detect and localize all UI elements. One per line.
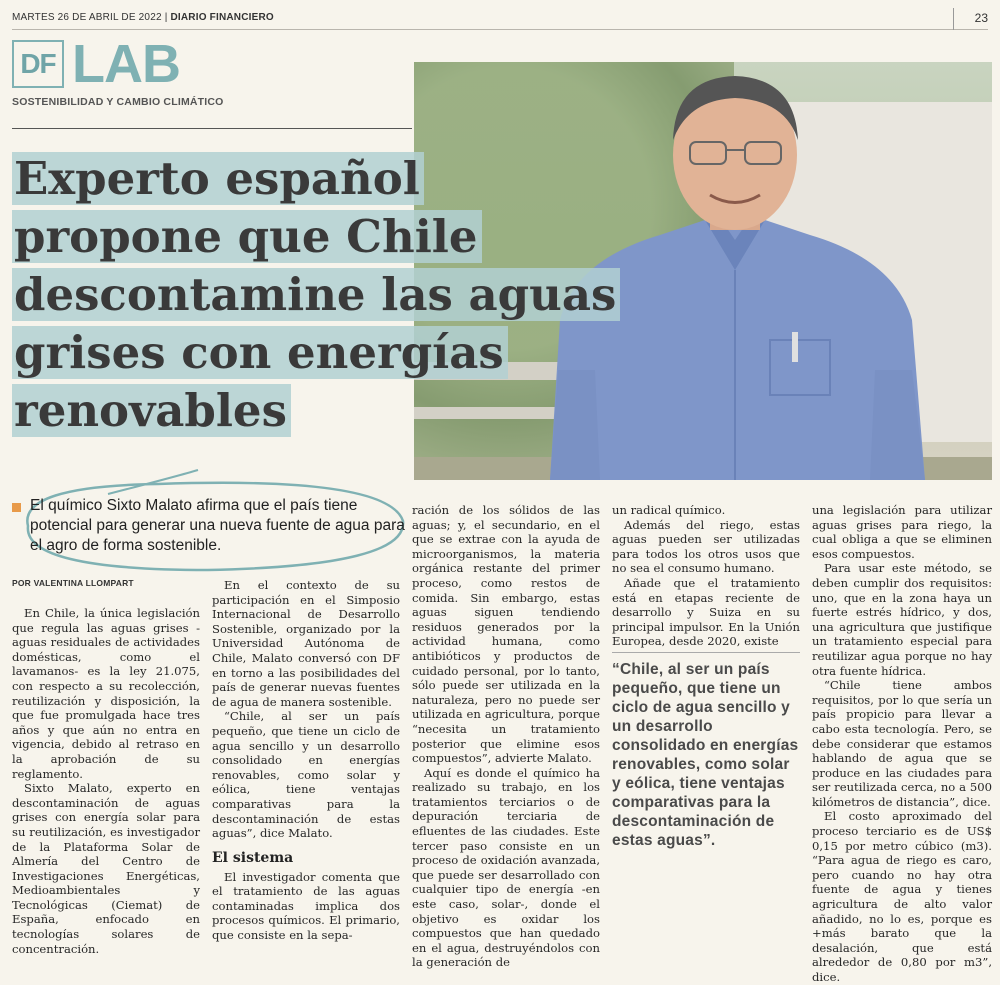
paragraph: En Chile, la única legislación que regula las aguas grises -aguas residuales de actividades domésticas, como el lavamanos- es la ley 21.075, con respecto a su recolección, reutilización y disposición, la que fue promulgada hace tres años y que aún no entra en vigencia, debido al retraso en la aprobación de su reglamento. (12, 606, 200, 781)
paragraph: Añade que el tratamiento está en etapas reciente de desarrollo y Suiza en su principal impulsor. En la Unión Europea, desde 2020, existe (612, 575, 800, 649)
paragraph: Para usar este método, se deben cumplir dos requisitos: uno, que en la zona haya un fuerte estrés hídrico, y dos, una agricultura que justifique un tratamiento especial para reutilizar agua porque no hay otra fuente hídrica. (812, 561, 992, 678)
headline-line: grises con energías (12, 324, 612, 382)
paragraph: “Chile, al ser un país pequeño, que tiene un ciclo de agua sencillo y un desarrollo consolidado en energías renovables, como solar y eólica, tiene ventajas comparativas para la descontaminación de estas aguas”, dice Malato. (212, 709, 400, 841)
paragraph: El costo aproximado del proceso terciario es de US$ 0,15 por metro cúbico (m3). “Para agua de riego es caro, pero cuando no hay otra fuente de agua y tienes agricultura de alto valor añadido, no lo es, porque es +más barato que la desalación, que está alrededor de 0,80 por m3”, dice. (812, 809, 992, 984)
paragraph: un radical químico. (612, 503, 726, 517)
paragraph: Aquí es donde el químico ha realizado su trabajo, en los tratamientos terciarios o de depuración terciaria de efluentes de las ciudades. Este tercer paso consiste en un proceso de oxidación avanzada, que puede ser desarrollado con cualquier tipo de energía -en este caso, solar-, donde el objetivo es oxidar los compuestos que han quedado en el agua, destruyéndolos con la generación de (412, 765, 600, 970)
df-logo: DF (12, 40, 64, 88)
paragraph: Sixto Malato, experto en descontaminación de aguas grises con energía solar para su reutilización, es investigador de la Plataforma Solar de Almería del Centro de Investigaciones Energéticas, Medioambientales y Tecnológicas (Ciemat) de España, enfocado en tecnologías solares de concentración. (12, 781, 200, 956)
lead-bullet (12, 503, 21, 512)
body-column-1 (12, 606, 200, 956)
paragraph: El investigador comenta que el tratamiento de las aguas contaminadas implica dos procesos químicos. El primario, que consiste en la sepa- (212, 869, 400, 943)
body-column-4 (612, 503, 800, 649)
headline-line: descontamine las aguas (12, 266, 612, 324)
headline-line: propone que Chile (12, 208, 612, 266)
byline: POR VALENTINA LLOMPART (12, 578, 134, 588)
paragraph: una legislación para utilizar aguas grises para riego, la cual obliga a que se eliminen esos compuestos. (812, 503, 992, 561)
subheading: El sistema (212, 849, 294, 866)
newspaper-name: DIARIO FINANCIERO (170, 12, 274, 23)
dateline-separator: | (161, 12, 171, 23)
headline-line: renovables (12, 382, 612, 440)
section-brand (12, 34, 224, 110)
page-number: 23 (974, 11, 988, 25)
brand-divider (12, 128, 412, 129)
paragraph: ración de los sólidos de las aguas; y, el secundario, en el que se extrae con la ayuda de microorganismos, la materia orgánica restante del primer proceso, como restos de comida. Sin embargo, estas aguas siguen tendiendo residuos generados por la actividad humana, como antibióticos y productos de cuidado personal, por lo tanto, sólo puede ser utilizada en la naturaleza, pero no puede ser utilizada en agricultura, porque “necesita un tratamiento posterior que elimine esos compuestos”, advierte Malato. (412, 503, 600, 766)
pullquote: “Chile, al ser un país pequeño, que tiene un ciclo de agua sencillo y un desarrollo consolidado en energías renovables, como solar y eólica, tiene ventajas comparativas para la descontaminación de estas aguas”. (612, 661, 799, 849)
header-divider (953, 8, 954, 30)
body-column-3 (412, 503, 600, 970)
lead-text: El químico Sixto Malato afirma que el país tiene potencial para generar una nueva fuente de agua para el agro de forma sostenible. (30, 497, 405, 554)
body-column-5 (812, 503, 992, 985)
date-text: MARTES 26 DE ABRIL DE 2022 (12, 12, 162, 23)
headline-line: Experto español (12, 150, 612, 208)
paragraph: Además del riego, estas aguas pueden ser utilizadas para todos los otros usos que no sea el consumo humano. (612, 517, 800, 576)
paragraph: “Chile tiene ambos requisitos, por lo que sería un país propicio para llevar a cabo esta tecnología. Pero, se debe considerar que estamos hablando de agua que se produce en las ciudades para ser reutilizada cerca, no a 500 kilómetros de distancia”, dice. (812, 678, 992, 809)
pullquote-rule (612, 652, 800, 653)
dateline (12, 12, 274, 23)
article-headline (12, 150, 617, 440)
body-column-2 (212, 578, 400, 943)
page-header (12, 8, 988, 30)
paragraph: En el contexto de su participación en el Simposio Internacional de Desarrollo Sostenible, organizado por la Universidad Autónoma de Chile, Malato conversó con DF en torno a las posibilidades del país de generar nuevas fuentes de agua de manera sostenible. (212, 578, 400, 709)
lab-logo: LAB (72, 34, 180, 94)
section-name: SOSTENIBILIDAD Y CAMBIO CLIMÁTICO (12, 96, 224, 108)
